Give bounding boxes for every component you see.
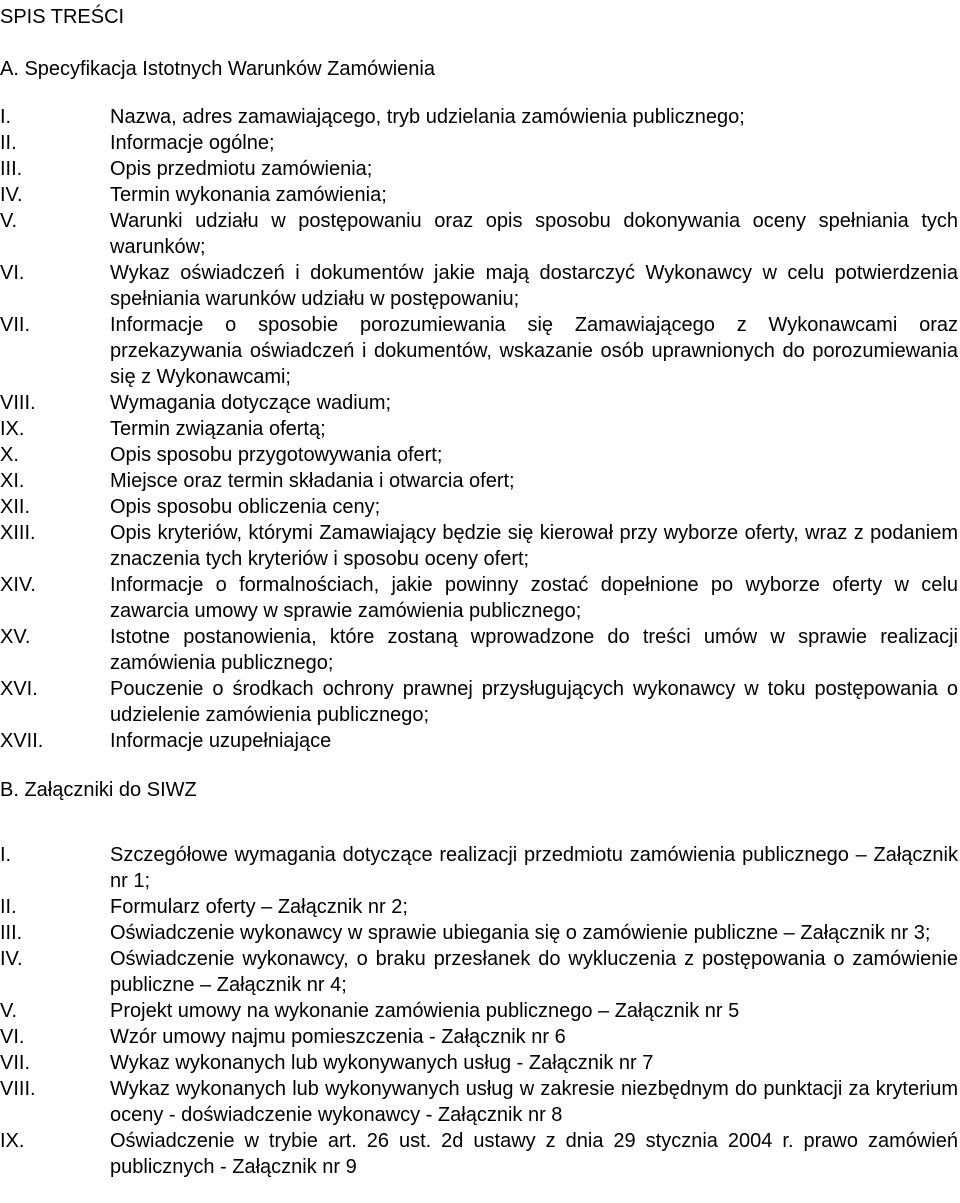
toc-item-number: VII. <box>0 1052 31 1074</box>
toc-item <box>0 468 958 494</box>
toc-item-number: XI. <box>0 470 25 492</box>
toc-item <box>0 624 958 676</box>
section-a-heading: A. Specyfikacja Istotnych Warunków Zamówienia <box>0 58 435 80</box>
toc-item <box>0 156 958 182</box>
toc-item-number: II. <box>0 132 17 154</box>
toc-item-text: Termin wykonania zamówienia; <box>110 184 387 206</box>
toc-item <box>0 442 958 468</box>
toc-item-number: VI. <box>0 1026 25 1048</box>
toc-item-number: X. <box>0 444 19 466</box>
toc-item <box>0 572 958 624</box>
toc-item-text: Informacje o formalnościach, jakie powinny zostać dopełnione po wyborze oferty w celu zawarcia umowy w sprawie zamówienia publicznego; <box>110 574 958 622</box>
toc-item-text: Szczegółowe wymagania dotyczące realizacji przedmiotu zamówienia publicznego – Załącznik nr 1; <box>110 844 958 892</box>
toc-item <box>0 1076 958 1128</box>
toc-item <box>0 1128 958 1180</box>
toc-item-text: Opis sposobu przygotowywania ofert; <box>110 444 443 466</box>
toc-item <box>0 416 958 442</box>
toc-item-text: Informacje uzupełniające <box>110 730 332 752</box>
toc-item-text: Wykaz wykonanych lub wykonywanych usług w zakresie niezbędnym do punktacji za kryterium oceny - doświadczenie wykonawcy - Załącznik nr 8 <box>110 1078 958 1126</box>
toc-item-number: VIII. <box>0 1078 36 1100</box>
toc-item-text: Oświadczenie w trybie art. 26 ust. 2d ustawy z dnia 29 stycznia 2004 r. prawo zamówień publicznych - Załącznik nr 9 <box>110 1130 958 1178</box>
toc-item-text: Wykaz oświadczeń i dokumentów jakie mają dostarczyć Wykonawcy w celu potwierdzenia spełniania warunków udziału w postępowaniu; <box>110 262 958 310</box>
toc-item <box>0 1024 958 1050</box>
toc-item <box>0 946 958 998</box>
toc-item-text: Formularz oferty – Załącznik nr 2; <box>110 896 408 918</box>
toc-item-text: Warunki udziału w postępowaniu oraz opis sposobu dokonywania oceny spełniania tych warunków; <box>110 210 958 258</box>
toc-item-number: XVI. <box>0 678 38 700</box>
toc-item-number: IX. <box>0 1130 25 1152</box>
toc-item-text: Opis przedmiotu zamówienia; <box>110 158 373 180</box>
toc-item-text: Miejsce oraz termin składania i otwarcia ofert; <box>110 470 515 492</box>
toc-item-text: Oświadczenie wykonawcy, o braku przesłanek do wykluczenia z postępowania o zamówienie publiczne – Załącznik nr 4; <box>110 948 958 996</box>
toc-item-number: III. <box>0 158 23 180</box>
toc-item-text: Nazwa, adres zamawiającego, tryb udzielania zamówienia publicznego; <box>110 106 745 128</box>
toc-item-number: IV. <box>0 184 23 206</box>
toc-item-text: Projekt umowy na wykonanie zamówienia publicznego – Załącznik nr 5 <box>110 1000 740 1022</box>
toc-item <box>0 520 958 572</box>
toc-item-text: Opis kryteriów, którymi Zamawiający będzie się kierował przy wyborze oferty, wraz z podaniem znaczenia tych kryteriów i sposobu oceny ofert; <box>110 522 958 570</box>
toc-item-number: V. <box>0 210 18 232</box>
toc-item <box>0 676 958 728</box>
toc-item-number: II. <box>0 896 17 918</box>
toc-item-number: XII. <box>0 496 31 518</box>
toc-item-number: XVII. <box>0 730 44 752</box>
toc-item-number: XIV. <box>0 574 36 596</box>
page-title: SPIS TREŚCI <box>0 6 125 28</box>
toc-item-number: VI. <box>0 262 25 284</box>
toc-item <box>0 130 958 156</box>
section-a-list <box>0 104 958 754</box>
toc-item-number: IX. <box>0 418 25 440</box>
toc-item <box>0 312 958 390</box>
toc-item-text: Istotne postanowienia, które zostaną wprowadzone do treści umów w sprawie realizacji zamówienia publicznego; <box>110 626 958 674</box>
toc-item <box>0 920 958 946</box>
toc-item-text: Informacje o sposobie porozumiewania się Zamawiającego z Wykonawcami oraz przekazywania oświadczeń i dokumentów, wskazanie osób uprawnionych do porozumiewania się z Wykonawcami; <box>110 314 958 388</box>
toc-item-text: Oświadczenie wykonawcy w sprawie ubiegania się o zamówienie publiczne – Załącznik nr 3; <box>110 922 931 944</box>
toc-item <box>0 894 958 920</box>
toc-item-text: Wymagania dotyczące wadium; <box>110 392 392 414</box>
toc-item-text: Termin związania ofertą; <box>110 418 326 440</box>
toc-item <box>0 104 958 130</box>
toc-item <box>0 998 958 1024</box>
toc-item <box>0 494 958 520</box>
toc-item-number: XIII. <box>0 522 36 544</box>
toc-item <box>0 260 958 312</box>
toc-item <box>0 182 958 208</box>
toc-item-text: Wzór umowy najmu pomieszczenia - Załącznik nr 6 <box>110 1026 566 1048</box>
toc-item-text: Wykaz wykonanych lub wykonywanych usług - Załącznik nr 7 <box>110 1052 654 1074</box>
toc-item-number: I. <box>0 106 12 128</box>
toc-item-number: VII. <box>0 314 31 336</box>
toc-item <box>0 390 958 416</box>
toc-item-number: V. <box>0 1000 18 1022</box>
toc-item-number: XV. <box>0 626 31 648</box>
toc-item <box>0 842 958 894</box>
toc-item <box>0 728 958 754</box>
toc-item-number: VIII. <box>0 392 36 414</box>
toc-item-number: III. <box>0 922 23 944</box>
section-b-heading: B. Załączniki do SIWZ <box>0 779 197 801</box>
toc-item <box>0 208 958 260</box>
toc-item <box>0 1050 958 1076</box>
toc-item-text: Informacje ogólne; <box>110 132 275 154</box>
toc-item-text: Pouczenie o środkach ochrony prawnej przysługujących wykonawcy w toku postępowania o udzielenie zamówienia publicznego; <box>110 678 958 726</box>
toc-item-text: Opis sposobu obliczenia ceny; <box>110 496 381 518</box>
toc-item-number: IV. <box>0 948 23 970</box>
toc-item-number: I. <box>0 844 12 866</box>
section-b-list <box>0 842 958 1180</box>
